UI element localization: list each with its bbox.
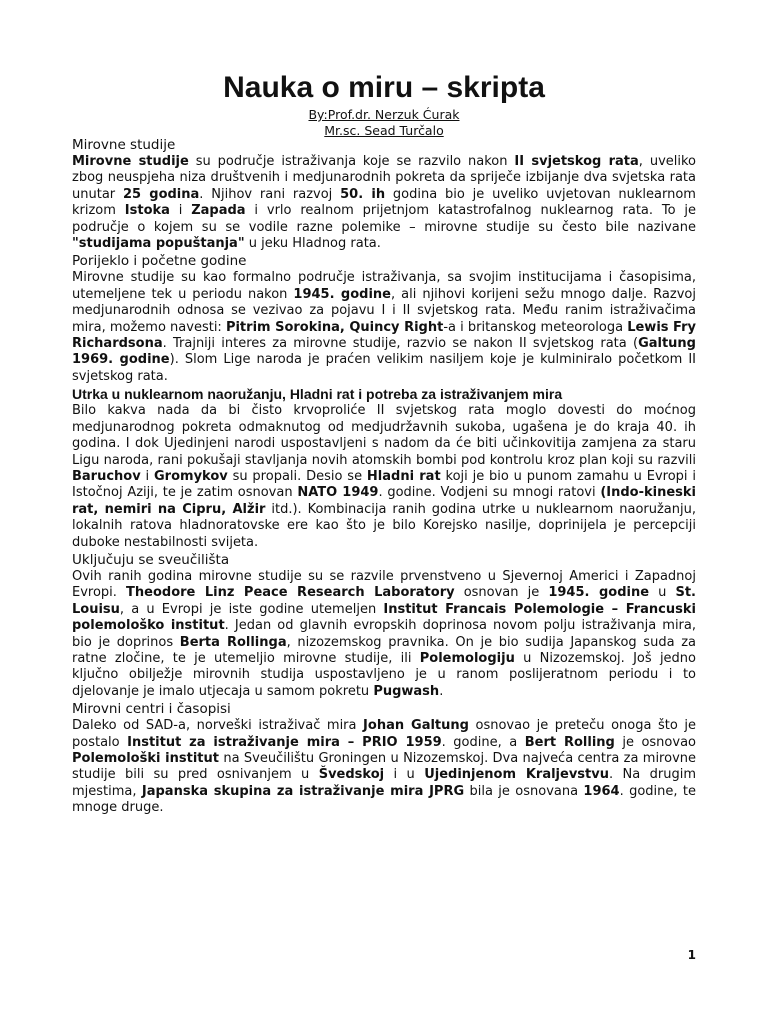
bold-text: (Indo-kineski rat, nemiri na Cipru, Alžir [72,485,696,517]
bold-text: Mirovne studije [72,154,189,169]
bold-text: Polemološki institut [72,751,219,766]
bold-text: Švedskoj [318,767,385,783]
bold-text: Galtung 1969. godine [72,336,696,368]
bold-text: Pugwash [373,683,440,699]
section-paragraph: Bilo kakva nada da bi čisto krvoproliće II svjetskog rata moglo dovesti do moćnog medjunarodnog pokreta odmaknutog od medjudržavnih sukoba, ugašena je do kraja 40. ih godina. I dok Ujedinjeni narodi uspostavljeni s nadom da će biti učinkovitija zamjena za staru Ligu naroda, rani pokušaji stavljanja novih atomskih bombi pod kontrolu kroz plan koji su razvili Baruchov i Gromykov su propali. Desio se Hladni rat koji je bio u punom zamahu u Evropi i Istočnoj Aziji, te je zatim osnovan NATO 1949. godine. Vodjeni su mnogi ratovi (Indo-kineski rat, nemiri na Cipru, Alžir itd.). Kombinacija ranih godina utrke u nuklearnom naoružanju, lokalnih ratova hladnoratovske ere kao što je bilo Korejsko nasilje, doprinijela je percepciji duboke nestabilnosti svijeta. [72,403,696,550]
document-title: Nauka o miru – skripta [223,71,545,104]
section-heading-sveucilista: Uključuju se sveučilišta [72,551,230,568]
section-heading-centri: Mirovni centri i časopisi [72,701,231,718]
bold-text: Ujedinjenom Kraljevstvu [424,767,609,783]
document-body [72,136,696,817]
bold-text: Zapada [191,203,246,219]
bold-text: Lewis Fry Richardsona [72,319,696,352]
bold-text: 50. ih [340,186,386,202]
bold-text: Japanska skupina za istraživanje mira JPRG [141,783,465,799]
section-paragraph: Daleko od SAD-a, norveški istraživač mira Johan Galtung osnovao je preteču onoga što je postalo Institut za istraživanje mira – PRIO 1959. godine, a Bert Rolling je osnovao Polemološki institut na Sveučilištu Groningen u Nizozemskoj. Dva najveća centra za mirovne studije bili su pred osnivanjem u Švedskoj i u Ujedinjenom Kraljevstvu. Na drugim mjestima, Japanska skupina za istraživanje mira JPRG bila je osnovana 1964. godine, te mnoge druge. [72,718,696,816]
bold-text: Institut Francais Polemologie – Francuski polemološko institut [72,601,696,634]
bold-text: "studijama popuštanja" [72,236,245,252]
bold-text: Berta Rollinga [179,634,287,650]
bold-text: Theodore Linz Peace Research Laboratory [126,585,455,601]
bold-text: NATO 1949 [297,485,379,501]
section-paragraph: Ovih ranih godina mirovne studije su se razvile prvenstveno u Sjevernoj Americi i Zapadnoj Evropi. Theodore Linz Peace Research Laboratory osnovan je 1945. godine u St. Louisu, a u Evropi je iste godine utemeljen Institut Francais Polemologie – Francuski polemološko institut. Jedan od glavnih evropskih doprinosa novom polju istraživanja mira, bio je doprinos Berta Rollinga, nizozemskog pravnika. On je bio sudija Japanskog suda za ratne zločine, te je utemeljio mirovne studije, ili Polemologiju u Nizozemskoj. Još jedno ključno obilježje mirovnih studija uspostavljeno je u ranom poslijeratnom periodu i to djelovanje je imalo utjecaja u samom pokretu Pugwash. [72,568,696,699]
bold-text: Pitrim Sorokina, Quincy Right [225,319,444,335]
bold-text: 1945. godine [293,286,392,302]
bold-text: II svjetskog rata [514,154,639,169]
bold-text: Baruchov [72,468,141,484]
bold-text: Gromykov [154,468,228,484]
page-number: 1 [687,948,696,962]
section-heading-utrka: Utrka u nuklearnom naoružanju, Hladni rat i potreba za istraživanjem mira [72,386,563,403]
section-heading-porijeklo: Porijeklo i početne godine [72,253,247,270]
bold-text: 1945. godine [548,585,650,601]
bold-text: Polemologiju [419,650,515,666]
section-heading-mirovne-studije: Mirovne studije [72,137,176,153]
bold-text: 25 godina [122,186,200,202]
bold-text: St. Louisu [72,585,696,617]
author-line-1: By:Prof.dr. Nerzuk Ćurak [308,107,460,122]
bold-text: Johan Galtung [363,718,469,734]
bold-text: Institut za istraživanje mira – PRIO 1959 [127,734,442,750]
bold-text: Istoka [124,203,170,219]
bold-text: Hladni rat [366,468,441,484]
author-line-2: Mr.sc. Sead Turčalo [324,123,444,138]
section-paragraph: Mirovne studije su područje istraživanja koje se razvilo nakon II svjetskog rata, uveliko zbog neuspjeha niza društvenih i medjunarodnih pokreta da spriječe izbijanje dva svjetska rata unutar 25 godina. Njihov rani razvoj 50. ih godina bio je uveliko uvjetovan nuklearnom krizom Istoka i Zapada i vrlo realnom prijetnjom katastrofalnog nuklearnog rata. To je područje o kojem su se vodile razne polemike – mirovne studije su često bile nazivane "studijama popuštanja" u jeku Hladnog rata. [72,154,696,252]
section-paragraph: Mirovne studije su kao formalno područje istraživanja, sa svojim institucijama i časopisima, utemeljene tek u periodu nakon 1945. godine, ali njihovi korijeni sežu mnogo dalje. Razvoj medjunarodnih odnosa se vezivao za pojavu I i II svjetskog rata. Među ranim istraživačima mira, možemo navesti: Pitrim Sorokina, Quincy Right-a i britanskog meteorologa Lewis Fry Richardsona. Trajniji interes za mirovne studije, razvio se nakon II svjetskog rata (Galtung 1969. godine). Slom Lige naroda je praćen velikim nasiljem koje je kulminiralo početkom II svjetskog rata. [72,270,696,384]
bold-text: 1964 [583,783,620,799]
bold-text: Bert Rolling [524,734,615,750]
